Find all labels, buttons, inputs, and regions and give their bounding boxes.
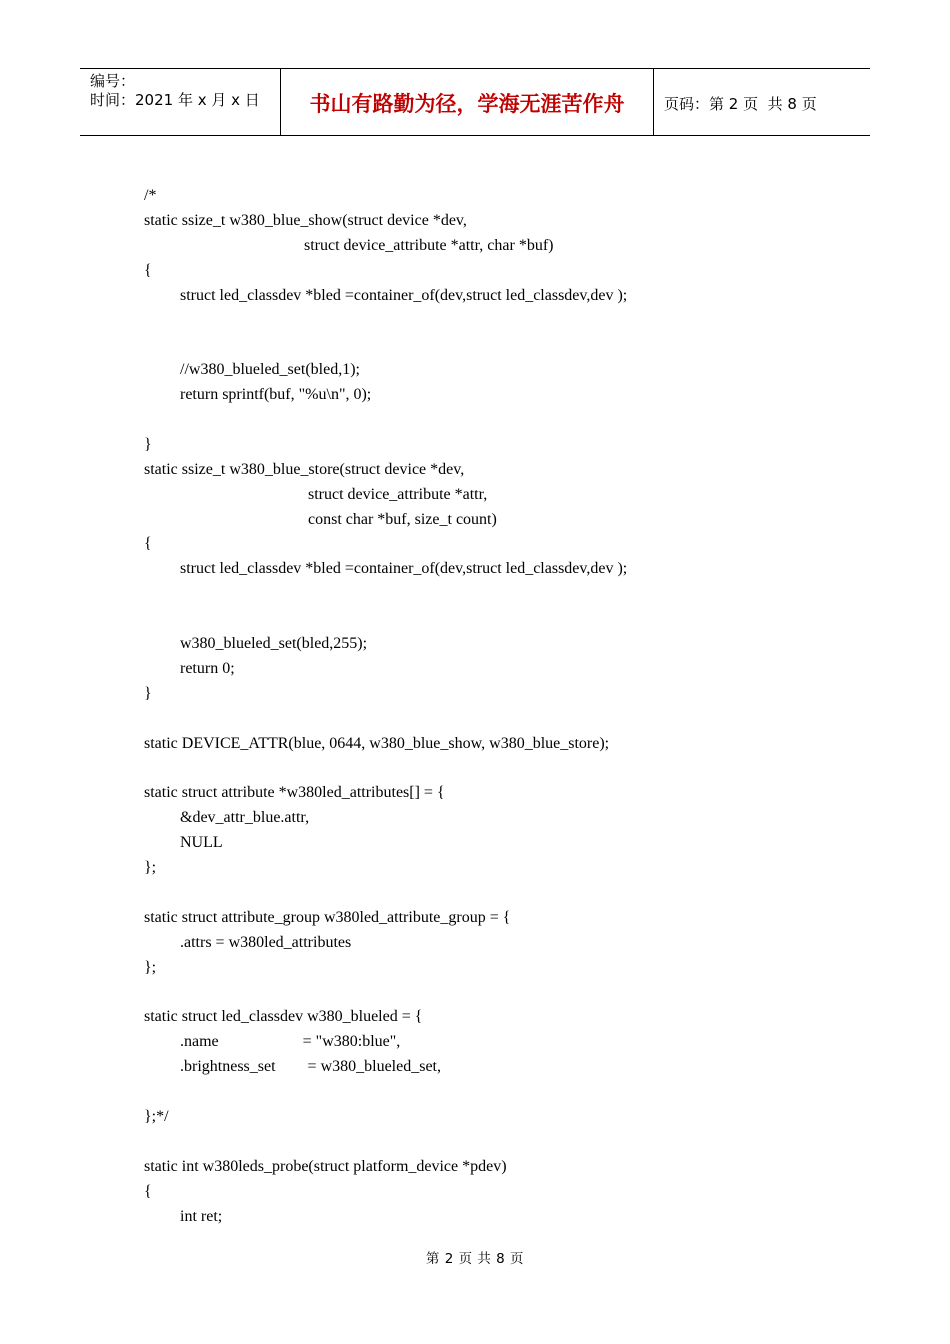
code-line: return 0; (144, 659, 235, 677)
code-line: static ssize_t w380_blue_store(struct device *dev, (144, 460, 465, 478)
code-line (144, 756, 627, 781)
code-line: struct led_classdev *bled =container_of(dev,struct led_classdev,dev ); (144, 560, 628, 578)
code-line (144, 1130, 627, 1155)
code-line: NULL (144, 834, 223, 852)
page-footer: 第 2 页 共 8 页 (425, 1251, 525, 1267)
code-line: static int w380leds_probe(struct platform_device *pdev) (144, 1157, 507, 1175)
code-line: }; (144, 859, 157, 877)
code-line: struct led_classdev *bled =container_of(dev,struct led_classdev,dev ); (144, 286, 628, 304)
code-line: static DEVICE_ATTR(blue, 0644, w380_blue_show, w380_blue_store); (144, 734, 610, 752)
code-line: { (144, 535, 152, 553)
code-line (144, 707, 627, 732)
code-line (144, 582, 627, 607)
header-motto: 书山有路勤为径，学海无涯苦作舟 (309, 92, 625, 116)
code-listing (144, 184, 627, 1229)
code-line: /* (144, 187, 157, 204)
code-line (144, 607, 627, 632)
header-center-cell (281, 69, 654, 135)
code-line: { (144, 261, 152, 279)
code-line: int ret; (144, 1207, 223, 1225)
page-header (80, 68, 870, 136)
code-line: { (144, 1182, 152, 1200)
code-line: .attrs = w380led_attributes (144, 933, 352, 951)
code-line: }; (144, 958, 157, 976)
code-line: static ssize_t w380_blue_show(struct device *dev, (144, 211, 467, 229)
code-line: //w380_blueled_set(bled,1); (144, 361, 360, 379)
code-line: struct device_attribute *attr, char *buf) (144, 236, 554, 254)
code-line (144, 981, 627, 1006)
code-line: w380_blueled_set(bled,255); (144, 635, 368, 653)
header-page-info: 页码：第 2 页 共 8 页 (664, 95, 817, 113)
code-line: static struct led_classdev w380_blueled = { (144, 1008, 423, 1026)
code-line (144, 1080, 627, 1105)
code-line: return sprintf(buf, "%u\n", 0); (144, 386, 372, 404)
code-line: const char *buf, size_t count) (144, 510, 497, 528)
code-line (144, 333, 627, 358)
code-line: static struct attribute_group w380led_attribute_group = { (144, 908, 511, 926)
document-time-label: 时间：2021 年 x 月 x 日 (90, 91, 260, 109)
code-line: } (144, 684, 152, 702)
code-line: };*/ (144, 1107, 169, 1125)
code-line: struct device_attribute *attr, (144, 485, 488, 503)
code-line: } (144, 435, 152, 453)
document-number-label: 编号： (90, 72, 136, 90)
code-line (144, 408, 627, 433)
header-right-cell (654, 69, 870, 135)
header-left-cell (80, 69, 281, 135)
code-line: .name = "w380:blue", (144, 1033, 401, 1051)
code-line (144, 308, 627, 333)
code-line: .brightness_set = w380_blueled_set, (144, 1058, 441, 1076)
code-line (144, 881, 627, 906)
code-line: &dev_attr_blue.attr, (144, 809, 310, 827)
code-line: static struct attribute *w380led_attributes[] = { (144, 784, 445, 802)
